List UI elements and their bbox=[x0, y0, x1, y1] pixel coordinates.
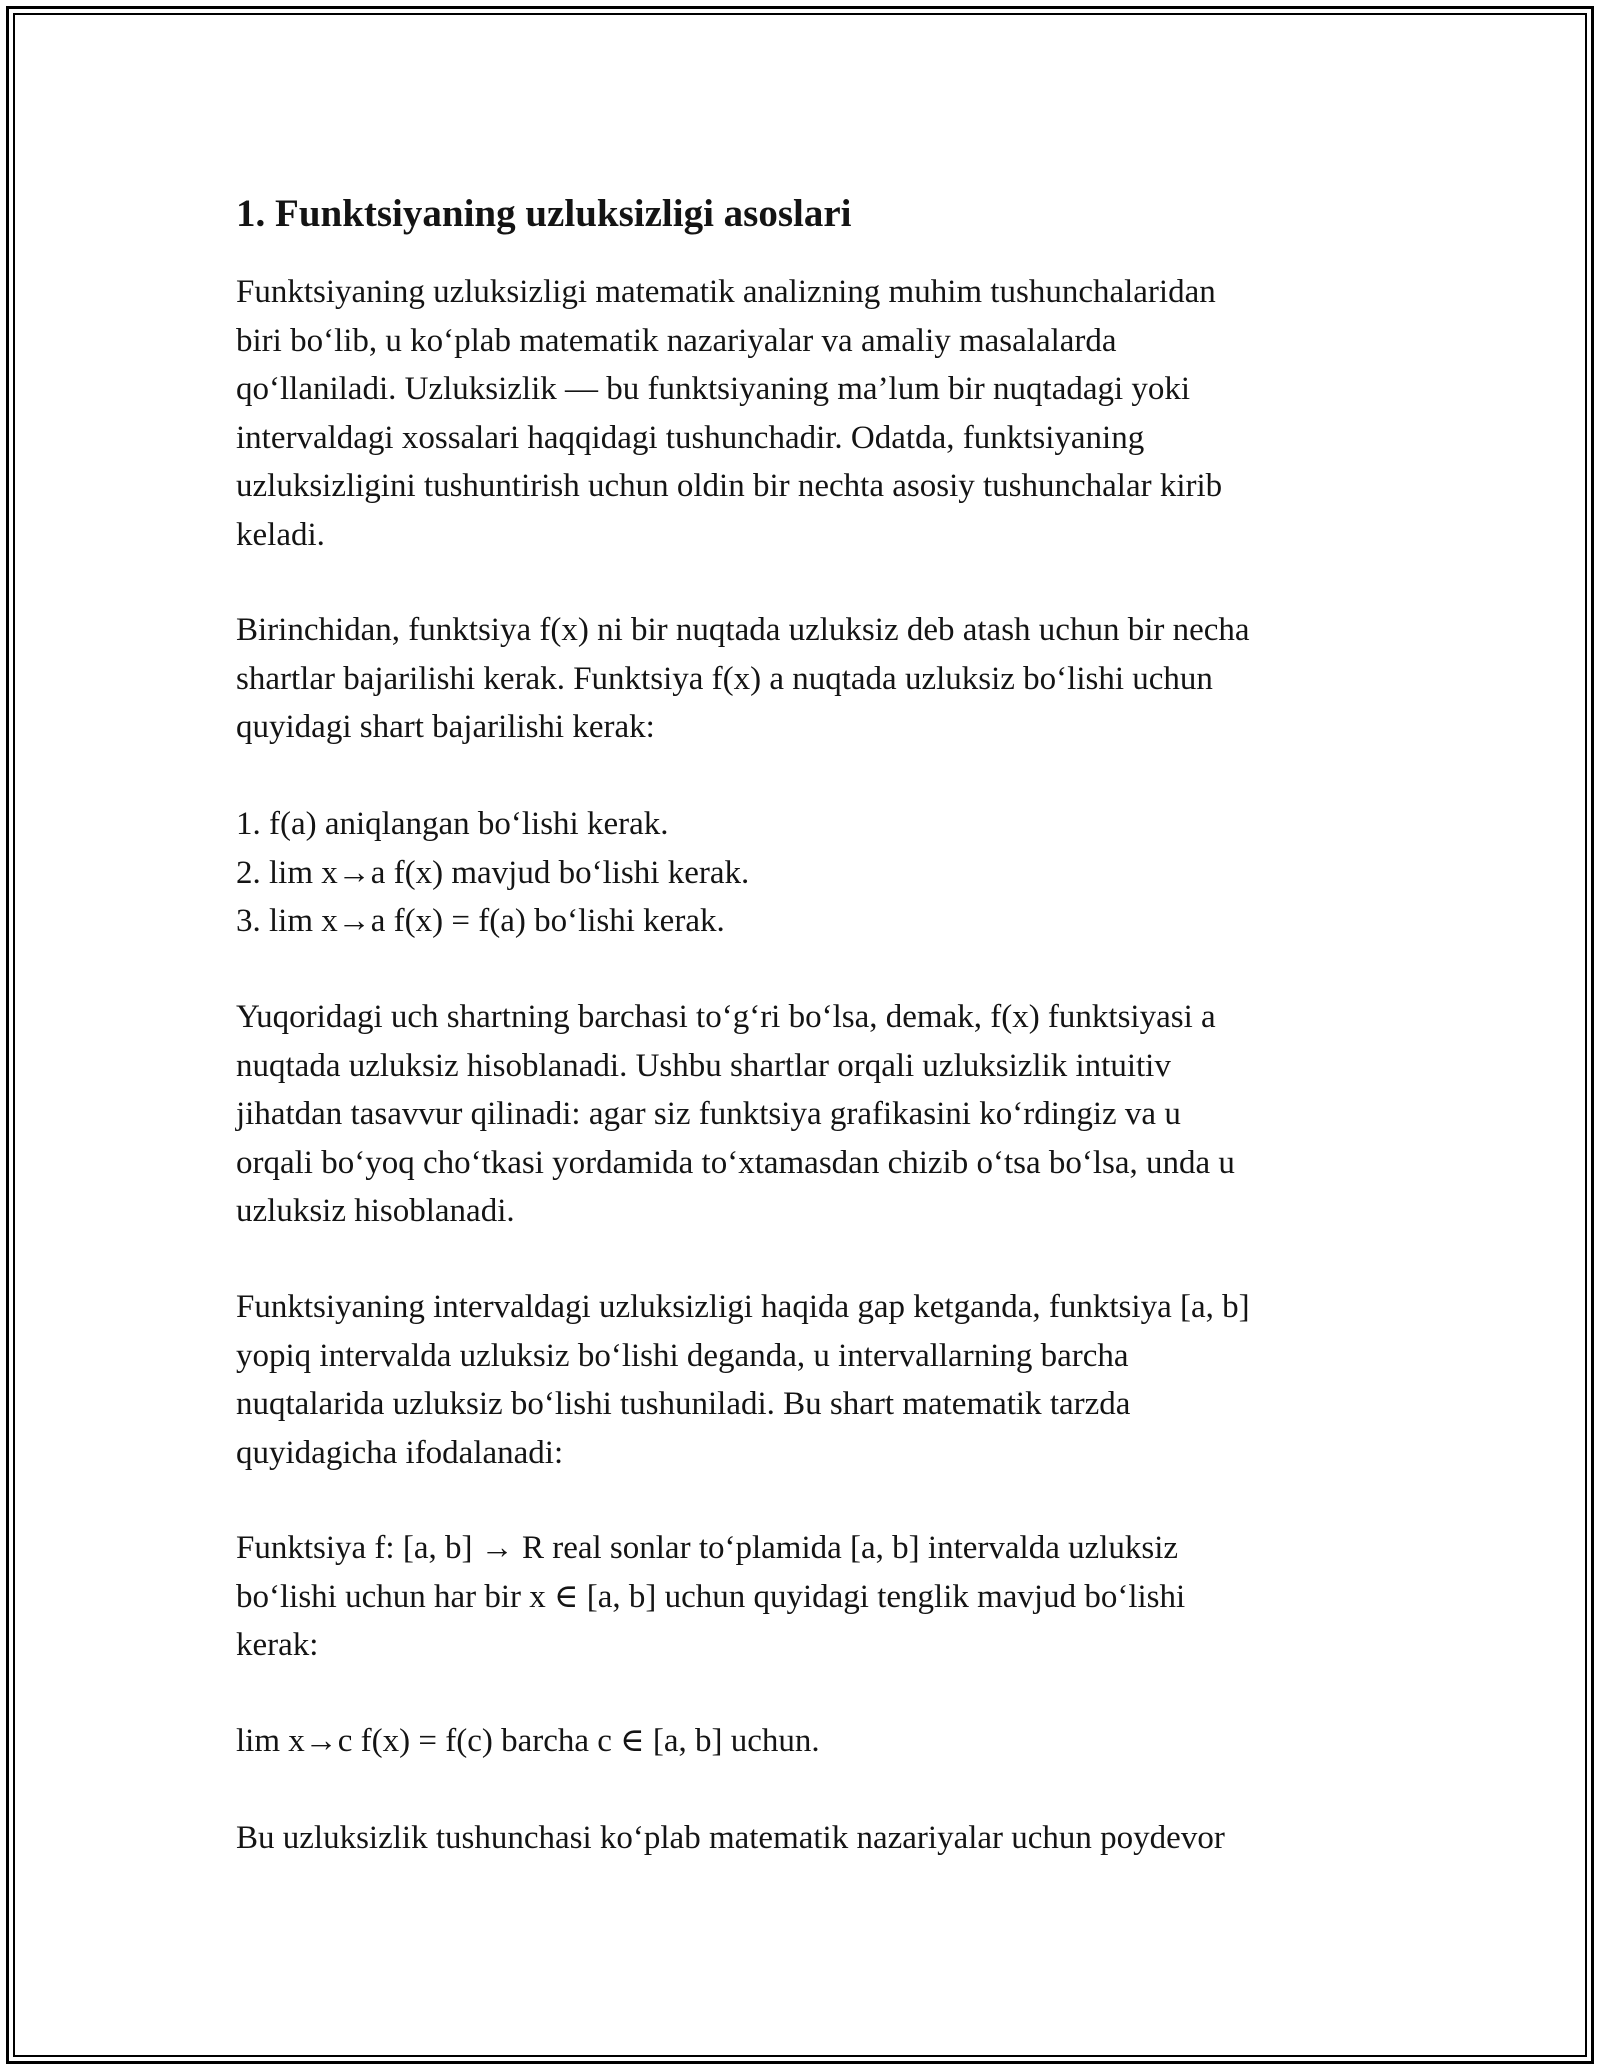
paragraph-line: Funktsiyaning intervaldagi uzluksizligi haqida gap ketganda, funktsiya [a, b] bbox=[236, 1289, 1250, 1325]
list-item: 3. lim x→a f(x) = f(a) bo‘lishi kerak. bbox=[236, 903, 725, 939]
paragraph-final bbox=[236, 1814, 1225, 1863]
paragraph-line: nuqtalarida uzluksiz bo‘lishi tushuniladi. Bu shart matematik tarzda bbox=[236, 1386, 1131, 1422]
paragraph-line: bo‘lishi uchun har bir x ∈ [a, b] uchun quyidagi tenglik mavjud bo‘lishi bbox=[236, 1578, 1186, 1615]
paragraph-line: quyidagicha ifodalanadi: bbox=[236, 1434, 564, 1471]
paragraph-conditions-intro bbox=[236, 606, 1250, 752]
paragraph-line: Yuqoridagi uch shartning barchasi to‘g‘ri bo‘lsa, demak, f(x) funktsiyasi a bbox=[236, 999, 1216, 1035]
section-heading: 1. Funktsiyaning uzluksizligi asoslari bbox=[236, 192, 852, 235]
formula bbox=[236, 1717, 820, 1766]
paragraph-line: jihatdan tasavvur qilinadi: agar siz funktsiya grafikasini ko‘rdingiz va u bbox=[236, 1096, 1181, 1132]
paragraph-line: nuqtada uzluksiz hisoblanadi. Ushbu shartlar orqali uzluksizlik intuitiv bbox=[236, 1047, 1171, 1084]
paragraph-intro bbox=[236, 268, 1222, 559]
paragraph-line: qo‘llaniladi. Uzluksizlik — bu funktsiyaning ma’lum bir nuqtadagi yoki bbox=[236, 371, 1191, 407]
paragraph-line: keladi. bbox=[236, 516, 325, 553]
paragraph-line: uzluksizligini tushuntirish uchun oldin bir nechta asosiy tushunchalar kirib bbox=[236, 468, 1223, 504]
paragraph-interval bbox=[236, 1283, 1250, 1477]
paragraph-line: shartlar bajarilishi kerak. Funktsiya f(x) a nuqtada uzluksiz bo‘lishi uchun bbox=[236, 660, 1213, 697]
paragraph-line: Funktsiyaning uzluksizligi matematik analizning muhim tushunchalaridan bbox=[236, 274, 1216, 310]
paragraph-line: biri bo‘lib, u ko‘plab matematik nazariyalar va amaliy masalalarda bbox=[236, 322, 1117, 359]
paragraph-line: quyidagi shart bajarilishi kerak: bbox=[236, 709, 655, 745]
paragraph-line: Funktsiya f: [a, b] → R real sonlar to‘plamida [a, b] intervalda uzluksiz bbox=[236, 1530, 1179, 1566]
paragraph-line: kerak: bbox=[236, 1627, 319, 1663]
paragraph-line: intervaldagi xossalari haqqidagi tushunchadir. Odatda, funktsiyaning bbox=[236, 419, 1145, 456]
paragraph-line: Birinchidan, funktsiya f(x) ni bir nuqtada uzluksiz deb atash uchun bir necha bbox=[236, 612, 1250, 648]
paragraph-summary bbox=[236, 993, 1235, 1236]
paragraph-line: uzluksiz hisoblanadi. bbox=[236, 1193, 515, 1229]
paragraph-line: orqali bo‘yoq cho‘tkasi yordamida to‘xtamasdan chizib o‘tsa bo‘lsa, unda u bbox=[236, 1144, 1235, 1181]
paragraph-definition bbox=[236, 1524, 1185, 1670]
list-item: 1. f(a) aniqlangan bo‘lishi kerak. bbox=[236, 806, 669, 842]
paragraph-line: Bu uzluksizlik tushunchasi ko‘plab matematik nazariyalar uchun poydevor bbox=[236, 1820, 1225, 1856]
formula-line: lim x→c f(x) = f(c) barcha c ∈ [a, b] uchun. bbox=[236, 1723, 820, 1759]
conditions-list bbox=[236, 800, 749, 946]
paragraph-line: yopiq intervalda uzluksiz bo‘lishi deganda, u intervallarning barcha bbox=[236, 1337, 1129, 1374]
list-item: 2. lim x→a f(x) mavjud bo‘lishi kerak. bbox=[236, 854, 750, 891]
